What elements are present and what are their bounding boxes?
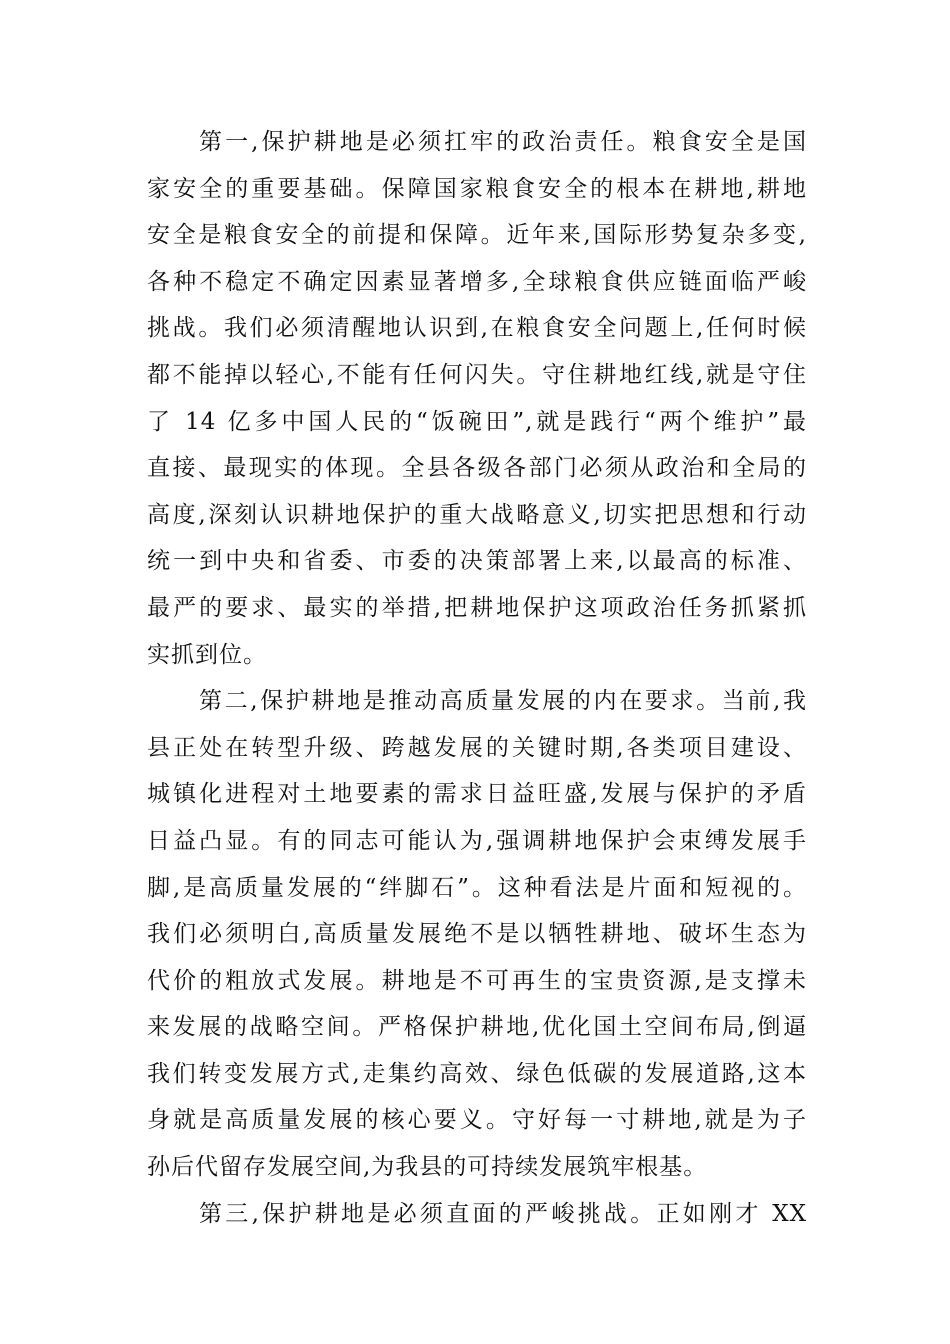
text-line: 都不能掉以轻心,不能有任何闪失。守住耕地红线,就是守住 (147, 361, 807, 388)
text-line: 各种不稳定不确定因素显著增多,全球粮食供应链面临严峻 (147, 268, 807, 295)
text-line: 脚,是高质量发展的“绊脚石”。这种看法是片面和短视的。 (147, 874, 807, 901)
text-line: 实抓到位。 (147, 641, 267, 668)
text-line: 我们转变发展方式,走集约高效、绿色低碳的发展道路,这本 (147, 1060, 807, 1087)
text-line: 我们必须明白,高质量发展绝不是以牺牲耕地、破坏生态为 (147, 921, 807, 948)
text-line: 最严的要求、最实的举措,把耕地保护这项政治任务抓紧抓 (147, 594, 807, 621)
text-line: 高度,深刻认识耕地保护的重大战略意义,切实把思想和行动 (147, 501, 807, 528)
text-line: 孙后代留存发展空间,为我县的可持续发展筑牢根基。 (147, 1154, 708, 1181)
text-line: 代价的粗放式发展。耕地是不可再生的宝贵资源,是支撑未 (147, 967, 807, 994)
text-line: 直接、最现实的体现。全县各级各部门必须从政治和全局的 (147, 455, 807, 482)
text-line: 第二,保护耕地是推动高质量发展的内在要求。当前,我 (199, 688, 807, 715)
text-line: 县正处在转型升级、跨越发展的关键时期,各类项目建设、 (147, 734, 807, 761)
text-line: 了 14 亿多中国人民的“饭碗田”,就是践行“两个维护”最 (147, 408, 807, 435)
text-line: 第三,保护耕地是必须直面的严峻挑战。正如刚才 XX (199, 1200, 807, 1227)
text-line: 第一,保护耕地是必须扛牢的政治责任。粮食安全是国 (199, 129, 807, 155)
paragraph-point-three (147, 1191, 807, 1238)
document-body (147, 119, 807, 1237)
text-line: 日益凸显。有的同志可能认为,强调耕地保护会束缚发展手 (147, 827, 807, 854)
paragraph-point-two (147, 678, 807, 1191)
text-line: 身就是高质量发展的核心要义。守好每一寸耕地,就是为子 (147, 1107, 807, 1134)
text-line: 来发展的战略空间。严格保护耕地,优化国土空间布局,倒逼 (147, 1014, 807, 1041)
text-line: 统一到中央和省委、市委的决策部署上来,以最高的标准、 (147, 548, 807, 575)
text-line: 挑战。我们必须清醒地认识到,在粮食安全问题上,任何时候 (147, 315, 807, 342)
text-line: 城镇化进程对土地要素的需求日益旺盛,发展与保护的矛盾 (147, 781, 807, 808)
text-line: 家安全的重要基础。保障国家粮食安全的根本在耕地,耕地 (147, 175, 807, 202)
text-line: 安全是粮食安全的前提和保障。近年来,国际形势复杂多变, (147, 222, 807, 249)
paragraph-point-one (147, 119, 807, 678)
